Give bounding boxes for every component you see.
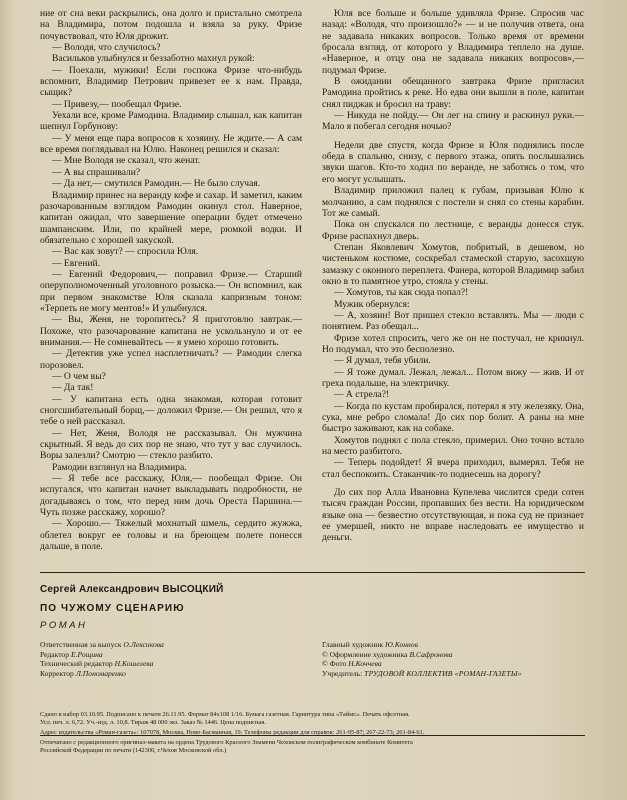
founder-line [322, 669, 592, 679]
paragraph: — У меня еще пара вопросов к хозяину. Не ждите.— А сам все время поглядывал на Юлю. Наконец решился и сказал: [40, 132, 302, 156]
paragraph: — Мне Володя не сказал, что женат. [52, 155, 201, 167]
credit-row [322, 659, 592, 669]
credit-name: Л.Пономаренко [75, 668, 126, 678]
paragraph: — А стрела?! [334, 389, 390, 401]
credit-row [322, 650, 592, 660]
book-title: ПО ЧУЖОМУ СЦЕНАРИЮ [40, 603, 185, 614]
paragraph: — Я тоже думал. Лежал, лежал... Потом вижу — жив. И от греха подальше, на электричку. [322, 366, 584, 389]
info-line: Усл. печ. л. 6,72. Уч.-изд. л. 10,8. Тираж 48 000 экз. Заказ № 1446. Цена подписная. [40, 719, 266, 727]
paragraph: — Хомутов, ты как сюда попал?! [334, 287, 469, 299]
divider-rule [40, 572, 585, 573]
credit-role: © Оформление художника [322, 649, 410, 659]
paragraph: — Володя, что случилось? [52, 42, 161, 54]
credit-name: Н.Коччева [348, 659, 382, 669]
credit-row [322, 640, 592, 650]
paragraph: В ожидании обещанного завтрака Фризе пригласил Рамодина пройтись к реке. Но едва они вышли в поле, капитан снял пиджак и бросил на траву: [322, 76, 584, 110]
paragraph: Владимир принес на веранду кофе и сахар. И заметил, каким разочарованным взглядом Рамодин окинул стол. Наверное, капитан ожидал, что завершение операции будет отмечено шампанским. Или, по крайней мере, рюмкой водки. И обязательно с хорошей закуской. [40, 189, 302, 246]
text-column-left [40, 8, 302, 563]
credit-name: Н.Кошелева [114, 659, 154, 669]
paragraph: Недели две спустя, когда Фризе и Юля поднялись после обеда в спальню, снизу, с первого этажа, опять послышались звуки шагов. Кто-то ходил по веранде, не заботясь о том, что его могут услышать. [322, 139, 584, 185]
credit-row [40, 640, 310, 650]
paragraph: — Когда по кустам пробирался, потерял я эту железяку. Она, сука, мне ребро сломала! До сих пор болит. А раны на мне быстро заживают, как на собаке. [322, 400, 584, 435]
paragraph: — Евгений Федорович,— поправил Фризе.— Старший оперуполномоченный уголовного розыска.— Он вспомнил, как при первом знакомстве Юля сказала капризным тоном: «Терпеть не могу ментов!» И улыбнулся. [40, 268, 302, 314]
credit-role: Ответственная за выпуск [40, 640, 124, 649]
credit-role: Корректор [40, 668, 76, 678]
paragraph: Уехали все, кроме Рамодина. Владимир слышал, как капитан шепнул Горбунову: [40, 110, 302, 133]
paragraph: — Нет, Женя, Володя не рассказывал. Он мужчина скрытный. Я ведь до сих пор не знаю, что тут у вас случилось. Воры залезли? Смотрю — стекло разбито. [40, 427, 302, 462]
paragraph: Мужик обернулся: [334, 298, 410, 310]
paragraph: — Вы, Женя, не торопитесь? Я приготовлю завтрак.— Похоже, что разочарование капитана не ускользнуло и от ее внимания.— Не сомневайтесь — я умею хорошо готовить. [40, 314, 302, 348]
paragraph: — Поехали, мужики! Если госпожа Фризе что-нибудь вспомнит, Владимир Петрович привезет ее к нам. Правда, сыщик? [40, 64, 302, 99]
info-line: Сдано в набор 03.10.95. Подписано к печати 26.11.95. Формат 84х108 1/16. Бумага газетная. Гарнитура типа «Таймс». Печать офсетная. [40, 711, 410, 718]
printer-info [40, 739, 585, 755]
paragraph: До сих пор Алла Ивановна Купелева числится среди сотен тысяч граждан России, пропавших без вести. На юридическом языке она — безвестно отсутствующая, и пока суд не признает ее умершей, никто не вправе наследовать ее имущество и деньги. [322, 487, 584, 544]
text-column-right [322, 8, 584, 563]
paragraph: — Да так! [52, 382, 94, 394]
paragraph: — Я тебе все расскажу, Юля,— пообещал Фризе. Он испугался, что капитан начнет выкладывать подробности, не догадываясь о том, что перед ним дочь Ореста Паршина.— Чуть позже расскажу, хорошо? [40, 473, 302, 519]
print-info [40, 711, 585, 738]
founder-label: Учредитель: [322, 668, 363, 678]
paragraph: — А, хозяин! Вот пришел стекло вставлять. Мы — люди с понятием. Раз обещал... [322, 309, 584, 333]
info-line: Российской Федерации по печати (142300, г.Чехов Московской обл.) [40, 747, 227, 755]
author-name: Сергей Александрович ВЫСОЦКИЙ [40, 584, 224, 595]
paragraph: — Я думал, тебя убили. [334, 355, 431, 367]
credit-row [40, 659, 310, 669]
paragraph: — Хорошо.— Тяжелый мохнатый шмель, сердито жужжа, облетел вокруг ее головы и на бреющем полете понесся дальше, в поле. [40, 518, 302, 553]
paragraph: — Детектив уже успел насплетничать? — Рамодин слегка порозовел. [40, 348, 302, 371]
paragraph: — Евгений. [52, 257, 101, 269]
credit-role: Главный художник [322, 640, 385, 649]
genre-label: РОМАН [40, 620, 88, 631]
paragraph: — О чем вы? [52, 371, 106, 382]
paragraph: — Да нет,— смутился Рамодин.— Не было случая. [52, 178, 261, 190]
paragraph: Хомутов поднял с пола стекло, примерил. Оно точно встало на место разбитого. [322, 434, 584, 458]
paragraph: Фризе хотел спросить, чего же он не постучал, не крикнул. Но подумал, что это бесполезно. [322, 332, 584, 355]
credits-right [322, 640, 592, 678]
paragraph: Владимир приложил палец к губам, призывая Юлю к молчанию, а сам поднялся с постели и снял со стены карабин. Тот же самый. [322, 185, 584, 219]
founder-value: ТРУДОВОЙ КОЛЛЕКТИВ «РОМАН-ГАЗЕТЫ» [364, 668, 522, 678]
paragraph: — Вас как зовут? — спросила Юля. [52, 246, 199, 258]
info-line: Отпечатано с редакционного оригинал-макета на ордена Трудового Красного Знамени Чеховском полиграфическом комбинате Комитета [40, 739, 413, 746]
credit-name: В.Сафронова [409, 649, 453, 659]
paragraph: Пока он спускался по лестнице, с веранды донесся стук. Фризе распахнул дверь. [322, 219, 584, 242]
credit-name: Е.Рощина [70, 649, 103, 659]
paragraph: — Никуда не пойду.— Он лег на спину и раскинул руки.— Мало я побегал сегодня ночью? [322, 110, 584, 133]
paragraph: ние от сна веки раскрылись, она долго и пристально смотрела на Владимира, потом подошла и взяла за руку. Фризе почувствовал, что Юля дрожит. [40, 8, 302, 42]
paragraph: — Привезу,— пообещал Фризе. [52, 98, 182, 110]
credit-name: Ю.Коннов [384, 640, 418, 649]
paragraph: — У капитана есть одна знакомая, которая готовит сногсшибательный борщ,— доложил Фризе.— Он решил, что я тебе о ней рассказал. [40, 393, 302, 428]
credit-role: Редактор [40, 649, 71, 659]
publisher-address: Адрес издательства «Роман-газета»: 107078, Москва, Ново-Басманная, 19. Телефоны редакции для справок: 261-95-87; 267-22-73; 261-84-61. [40, 729, 425, 737]
credit-name: О.Лексикова [123, 640, 164, 649]
paragraph: Степан Яковлевич Хомутов, побритый, в дешевом, но чистеньком костюме, соскребал стамеской старую, засохшую замазку с оконного переплета. Фанера, которой Владимир забил окно в то памятное утро, стояла у стены. [322, 241, 584, 287]
paragraph: Васильков улыбнулся и беззаботно махнул рукой: [52, 53, 255, 65]
divider-rule-bottom [40, 735, 585, 736]
credit-role: Технический редактор [40, 659, 115, 669]
credits-left [40, 640, 310, 678]
paragraph: — Теперь подойдет! Я вчера приходил, вымерял. Тебя не стал беспокоить. Стаканчик-то поднесешь на дорогу? [322, 457, 584, 480]
paragraph: Рамодин взглянул на Владимира. [52, 461, 187, 473]
paragraph: Юля все больше и больше удивляла Фризе. Спросив час назад: «Володя, что произошло?» — и не получив ответа, она не задавала никаких вопросов. Только время от времени бросала взгляд, от которого у Владимира теплело на душе. «Наверное, и отцу она не задавала никаких вопросов»,— подумал Фризе. [322, 8, 584, 76]
credit-role: © Фото [322, 659, 349, 669]
credit-row [40, 650, 310, 660]
credit-row [40, 669, 310, 679]
paragraph: — А вы спрашивали? [52, 166, 141, 178]
